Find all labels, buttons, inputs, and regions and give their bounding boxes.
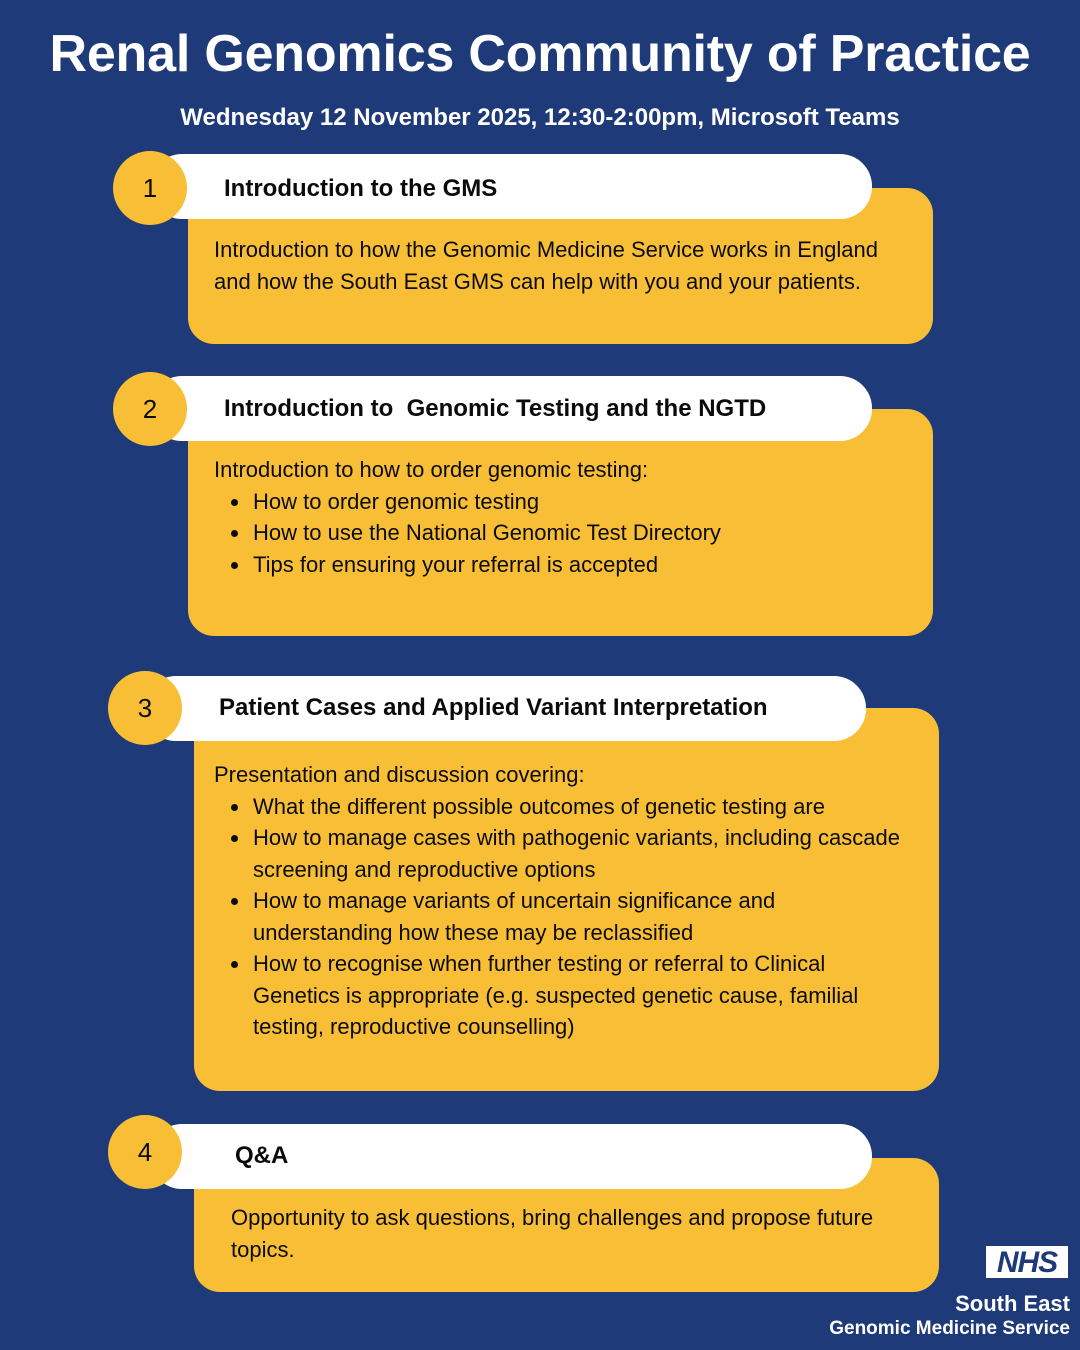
section-1-heading: Introduction to the GMS [224,175,498,202]
section-3-heading: Patient Cases and Applied Variant Interpretation [219,694,768,721]
list-item: Tips for ensuring your referral is accepted [253,549,904,581]
section-2-heading: Introduction to Genomic Testing and the NGTD [224,395,767,422]
organisation-region: South East [955,1291,1070,1316]
section-4-intro: Opportunity to ask questions, bring challenges and propose future topics. [231,1205,874,1262]
section-2-number-badge: 2 [113,372,187,446]
page-title: Renal Genomics Community of Practice [49,25,1031,83]
nhs-logo [810,1246,1070,1341]
section-3-intro: Presentation and discussion covering: [214,762,585,787]
section-3-number-badge: 3 [108,671,182,745]
nhs-mark [986,1246,1068,1278]
organisation-name: Genomic Medicine Service [829,1318,1070,1339]
nhs-mark-text: NHS [996,1246,1058,1279]
list-item: What the different possible outcomes of genetic testing are [253,791,914,823]
section-4-heading: Q&A [235,1142,289,1169]
list-item: How to recognise when further testing or referral to Clinical Genetics is appropriate (e.g. suspected genetic cause, familial testing, reproductive counselling) [253,948,914,1043]
section-3-bullet-list [214,791,914,1043]
event-details: Wednesday 12 November 2025, 12:30-2:00pm, Microsoft Teams [180,104,900,131]
section-4-description [231,1202,911,1265]
section-1-number-badge: 1 [113,151,187,225]
section-2-description [214,454,904,580]
section-4-number-badge: 4 [108,1115,182,1189]
section-1-intro: Introduction to how the Genomic Medicine Service works in England and how the South East GMS can help with you and your patients. [214,237,879,294]
section-3-description [214,759,914,1043]
list-item: How to manage variants of uncertain significance and understanding how these may be reclassified [253,885,914,948]
list-item: How to use the National Genomic Test Directory [253,517,904,549]
section-1-description [214,234,904,297]
list-item: How to manage cases with pathogenic variants, including cascade screening and reproductive options [253,822,914,885]
section-2-intro: Introduction to how to order genomic testing: [214,457,649,482]
list-item: How to order genomic testing [253,486,904,518]
section-2-bullet-list [214,486,904,581]
